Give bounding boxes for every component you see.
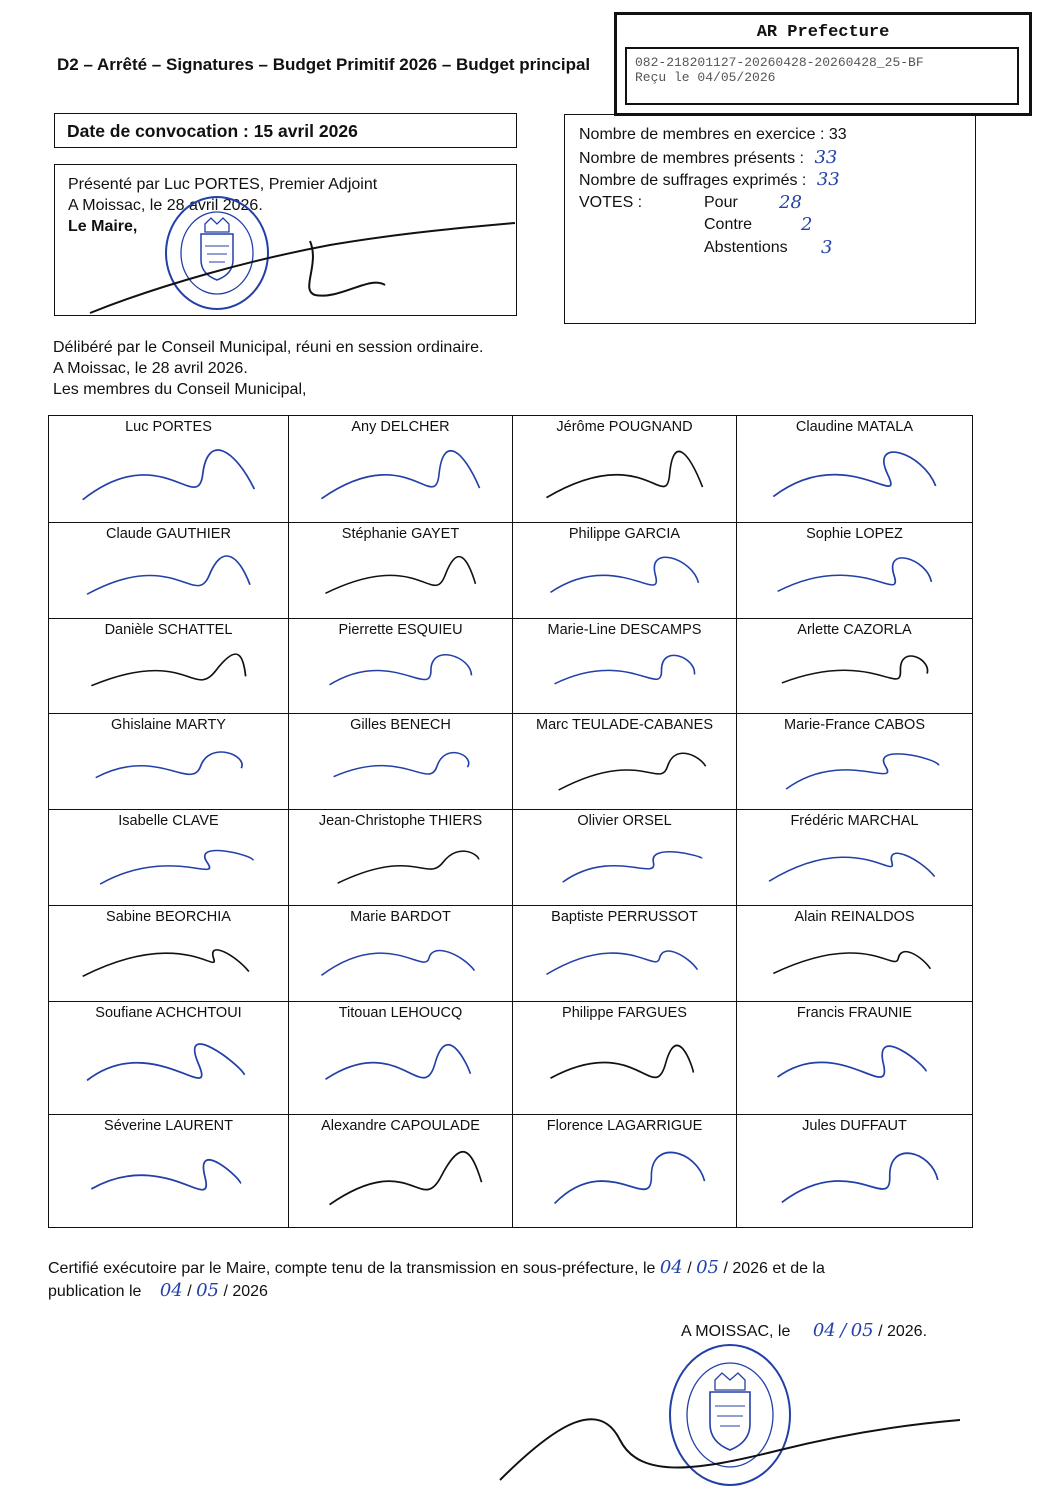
final-month: 05 — [850, 1320, 874, 1341]
ar-header: AR Prefecture — [756, 23, 890, 42]
signature-cell — [513, 1002, 737, 1115]
member-name: Jules DUFFAUT — [802, 1118, 907, 1134]
mayor-signature — [70, 205, 530, 325]
member-name: Jérôme POUGNAND — [556, 419, 693, 435]
member-name: Stéphanie GAYET — [341, 526, 460, 542]
ar-reference: 082-218201127-20260428-20260428_25-BF — [635, 55, 924, 70]
member-name: Baptiste PERRUSSOT — [551, 909, 698, 925]
against-label: Contre — [704, 216, 753, 233]
deliberation-block — [53, 337, 483, 400]
ar-received-date: Reçu le 04/05/2026 — [635, 70, 776, 85]
certification-text: Certifié exécutoire par le Maire, compte tenu de la transmission en sous-préfecture, le — [48, 1260, 656, 1277]
signature-cell — [737, 810, 973, 906]
signature-cell — [49, 1115, 289, 1228]
signature-cell — [49, 810, 289, 906]
member-name: Danièle SCHATTEL — [104, 622, 233, 638]
members-present-value: 33 — [814, 146, 838, 168]
certification-text-2: / 2026 et de la — [723, 1260, 825, 1277]
member-name: Francis FRAUNIE — [796, 1005, 913, 1021]
signature-cell — [289, 619, 513, 714]
deliberation-text: Délibéré par le Conseil Municipal, réuni en session ordinaire. — [53, 339, 484, 356]
publication-day: 04 — [159, 1280, 183, 1301]
member-name: Olivier ORSEL — [577, 813, 672, 829]
votes-box — [564, 114, 976, 324]
votes-label: VOTES : — [579, 193, 643, 211]
for-value: 28 — [779, 191, 802, 213]
member-name: Alain REINALDOS — [794, 909, 915, 925]
member-name: Isabelle CLAVE — [118, 813, 219, 829]
signature-cell — [737, 1002, 973, 1115]
member-name: Jean-Christophe THIERS — [318, 813, 483, 829]
publication-year: / 2026 — [223, 1283, 268, 1300]
member-name: Marc TEULADE-CABANES — [536, 717, 713, 733]
final-slash: / — [840, 1320, 847, 1341]
ar-inner-box — [625, 47, 1019, 105]
member-name: Any DELCHER — [351, 419, 450, 435]
ar-prefecture-box — [614, 12, 1032, 116]
signature-cell — [49, 416, 289, 523]
signatures-table — [48, 415, 973, 1228]
presented-place-date: A Moissac, le 28 avril 2026. — [68, 197, 263, 214]
signature-cell — [289, 906, 513, 1002]
publication-label: publication le — [48, 1283, 142, 1300]
signature-cell — [49, 1002, 289, 1115]
mayor-signature-bottom — [480, 1380, 980, 1490]
member-name: Soufiane ACHCHTOUI — [95, 1005, 242, 1021]
final-day: 04 — [812, 1320, 836, 1341]
signature-cell — [513, 523, 737, 619]
votes-cast-label: Nombre de suffrages exprimés : — [579, 172, 807, 189]
signature-cell — [737, 1115, 973, 1228]
signature-cell — [513, 714, 737, 810]
signature-cell — [49, 523, 289, 619]
signature-cell — [49, 714, 289, 810]
member-name: Frédéric MARCHAL — [790, 813, 919, 829]
against-value: 2 — [801, 214, 813, 235]
abstentions-label: Abstentions — [704, 238, 788, 256]
member-name: Philippe GARCIA — [568, 526, 681, 542]
member-name: Florence LAGARRIGUE — [546, 1118, 703, 1134]
member-name: Marie BARDOT — [350, 909, 451, 925]
signature-cell — [289, 523, 513, 619]
convocation-date: Date de convocation : 15 avril 2026 — [54, 113, 517, 148]
member-name: Luc PORTES — [125, 419, 212, 435]
member-name: Claude GAUTHIER — [106, 526, 231, 542]
cert-transmission-day: 04 — [659, 1257, 683, 1278]
signature-cell — [513, 1115, 737, 1228]
member-name: Marie-France CABOS — [783, 717, 925, 733]
deliberation-place-date: A Moissac, le 28 avril 2026. — [53, 360, 248, 377]
signature-cell — [737, 714, 973, 810]
members-present-label: Nombre de membres présents : — [579, 149, 804, 167]
signature-cell — [289, 1115, 513, 1228]
signature-cell — [289, 416, 513, 523]
document-title: D2 – Arrêté – Signatures – Budget Primitif 2026 – Budget principal — [57, 55, 591, 74]
member-name: Arlette CAZORLA — [797, 622, 912, 638]
signature-cell — [289, 714, 513, 810]
signature-cell — [737, 523, 973, 619]
signature-cell — [513, 619, 737, 714]
final-place-date — [681, 1320, 927, 1341]
publication-month: 05 — [196, 1280, 220, 1301]
member-name: Marie-Line DESCAMPS — [547, 622, 702, 638]
member-name: Claudine MATALA — [795, 419, 914, 435]
certification-block: Certifié exécutoire par le Maire, compte tenu de la transmission en sous-préfecture, le 04 / 05 / 2026 et de la publication le 04 / 05 / 2026 — [48, 1257, 825, 1301]
final-prefix: A MOISSAC, le — [681, 1323, 791, 1340]
for-label: Pour — [704, 193, 738, 211]
abstentions-value: 3 — [821, 236, 833, 258]
member-name: Sophie LOPEZ — [806, 526, 903, 542]
signature-cell — [49, 906, 289, 1002]
member-name: Sabine BEORCHIA — [106, 909, 231, 925]
mayor-label: Le Maire, — [68, 218, 138, 235]
cert-transmission-month: 05 — [696, 1257, 720, 1278]
signature-cell — [289, 1002, 513, 1115]
signature-cell — [513, 810, 737, 906]
member-name: Séverine LAURENT — [104, 1118, 233, 1134]
member-name: Ghislaine MARTY — [111, 717, 226, 733]
final-suffix: / 2026. — [878, 1323, 928, 1340]
signature-cell — [737, 416, 973, 523]
members-in-office: Nombre de membres en exercice : 33 — [579, 126, 847, 143]
member-name: Philippe FARGUES — [562, 1005, 687, 1021]
signature-cell — [513, 416, 737, 523]
signature-cell — [513, 906, 737, 1002]
council-members-label: Les membres du Conseil Municipal, — [53, 381, 307, 398]
member-name: Gilles BENECH — [350, 717, 451, 733]
member-name: Alexandre CAPOULADE — [321, 1118, 480, 1134]
member-name: Pierrette ESQUIEU — [338, 622, 463, 638]
member-name: Titouan LEHOUCQ — [338, 1005, 463, 1021]
signature-cell — [737, 619, 973, 714]
signature-cell — [289, 810, 513, 906]
signature-cell — [49, 619, 289, 714]
votes-cast-value: 33 — [816, 169, 840, 190]
presented-by: Présenté par Luc PORTES, Premier Adjoint — [68, 176, 378, 193]
signature-cell — [737, 906, 973, 1002]
